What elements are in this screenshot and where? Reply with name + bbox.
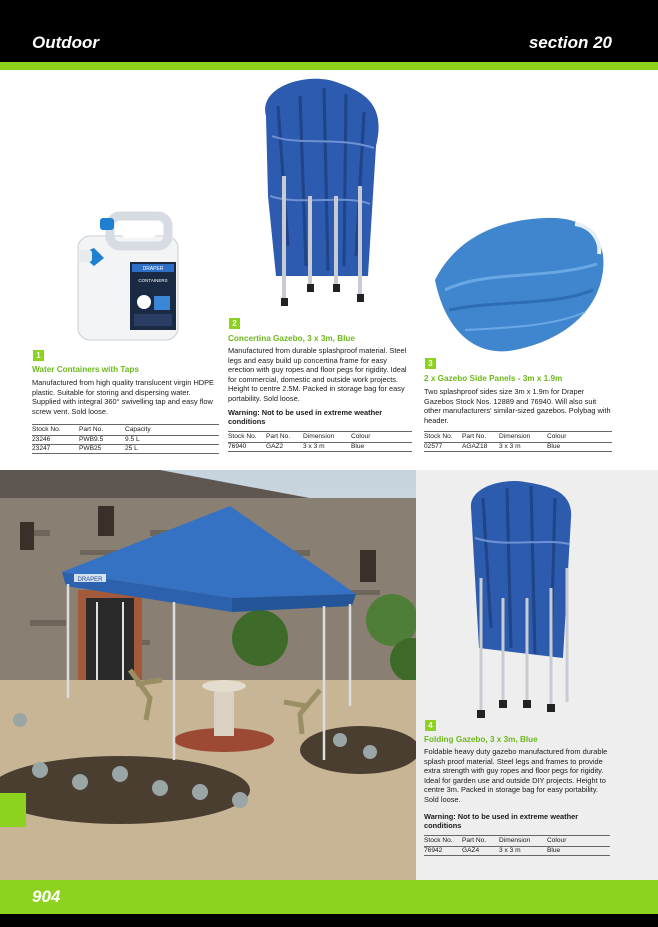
product-1-number: 1 (33, 350, 44, 361)
column-header: Stock No. (228, 432, 266, 443)
table-header-row (424, 836, 610, 847)
folding-gazebo-image (465, 478, 577, 722)
product-2-spec-table (228, 431, 412, 452)
product-1-spec-table (32, 424, 219, 454)
page-number: 904 (32, 887, 61, 906)
stock-no-cell: 23246 (32, 435, 79, 444)
column-header: Stock No. (424, 432, 462, 443)
column-header: Colour (547, 432, 612, 443)
part-no-cell: PWB25 (79, 444, 125, 453)
product-4-warning: Warning: Not to be used in extreme weather conditions (424, 812, 579, 830)
column-header: Part No. (79, 425, 125, 436)
table-row (424, 442, 612, 451)
header-section: section 20 (528, 33, 612, 52)
container-brand-text: DRAPER (142, 266, 164, 272)
table-row (424, 846, 610, 855)
column-header: Colour (351, 432, 412, 443)
column-header: Dimension (303, 432, 351, 443)
product-1-title: Water Containers with Taps (32, 365, 139, 374)
concertina-gazebo-image (248, 76, 390, 312)
product-1-description: Manufactured from high quality translucent virgin HDPE plastic. Suitable for storing and dispersing water. Supplied with integral 360° swivelling tap and easy flow screw vent. Sold loose. (32, 378, 214, 416)
column-header: Dimension (499, 432, 547, 443)
section-side-tab (0, 793, 26, 827)
column-header: Part No. (462, 432, 499, 443)
column-header: Capacity (125, 425, 219, 436)
product-4-title: Folding Gazebo, 3 x 3m, Blue (424, 735, 538, 744)
table-row (32, 444, 219, 453)
product-2-warning: Warning: Not to be used in extreme weather conditions (228, 408, 383, 426)
part-no-cell: PWB9.5 (79, 435, 125, 444)
gazebo-brand-text: DRAPER (77, 577, 103, 583)
column-header: Stock No. (424, 836, 462, 847)
column-header: Dimension (499, 836, 547, 847)
garden-gazebo-photo (0, 470, 416, 880)
dimension-cell: 3 x 3 m (499, 846, 547, 855)
header-accent-bar (0, 62, 658, 70)
table-header-row (32, 425, 219, 436)
product-2-number: 2 (229, 318, 240, 329)
colour-cell: Blue (547, 442, 612, 451)
part-no-cell: AGAZ18 (462, 442, 499, 451)
capacity-cell: 9.5 L (125, 435, 219, 444)
table-row (32, 435, 219, 444)
stock-no-cell: 02577 (424, 442, 462, 451)
container-label-text: CONTAINERS (138, 278, 168, 283)
stock-no-cell: 76940 (228, 442, 266, 451)
colour-cell: Blue (351, 442, 412, 451)
water-container-image (70, 210, 182, 342)
stock-no-cell: 76942 (424, 846, 462, 855)
part-no-cell: GAZ2 (266, 442, 303, 451)
footer-black-strip (0, 914, 658, 927)
product-3-spec-table (424, 431, 612, 452)
product-4-description: Foldable heavy duty gazebo manufactured from durable splash proof material. Steel legs and frames to provide extra strength with guy ropes and floor pegs for rigidity. Ideal for garden use and outside DIY projects. Height to centre 3m. Packed in storage bag for easy portability. Sold loose. (424, 747, 608, 804)
column-header: Part No. (462, 836, 499, 847)
column-header: Stock No. (32, 425, 79, 436)
product-2-title: Concertina Gazebo, 3 x 3m, Blue (228, 334, 355, 343)
dimension-cell: 3 x 3 m (303, 442, 351, 451)
table-row (228, 442, 412, 451)
capacity-cell: 25 L (125, 444, 219, 453)
stock-no-cell: 23247 (32, 444, 79, 453)
side-panels-image (425, 210, 611, 358)
page-footer (0, 880, 658, 914)
product-4-spec-table (424, 835, 610, 856)
table-header-row (228, 432, 412, 443)
product-3-number: 3 (425, 358, 436, 369)
part-no-cell: GAZ4 (462, 846, 499, 855)
header-title: Outdoor (32, 33, 100, 52)
product-3-title: 2 x Gazebo Side Panels - 3m x 1.9m (424, 374, 563, 383)
column-header: Colour (547, 836, 610, 847)
table-header-row (424, 432, 612, 443)
product-3-description: Two splashproof sides size 3m x 1.9m for Draper Gazebos Stock Nos. 12889 and 76940. Will also suit other manufacturers' similar-sized gazebos. Polybag with header. (424, 387, 611, 425)
product-2-description: Manufactured from durable splashproof material. Steel legs and easy build up concertina frame for easy erection with guy ropes and floor pegs for rigidity. Ideal for commercial, domestic and outside work projects. Height to centre 2.5M. Packed in storage bag for easy portability. Sold loose. (228, 346, 407, 403)
product-4-number: 4 (425, 720, 436, 731)
colour-cell: Blue (547, 846, 610, 855)
column-header: Part No. (266, 432, 303, 443)
dimension-cell: 3 x 3 m (499, 442, 547, 451)
